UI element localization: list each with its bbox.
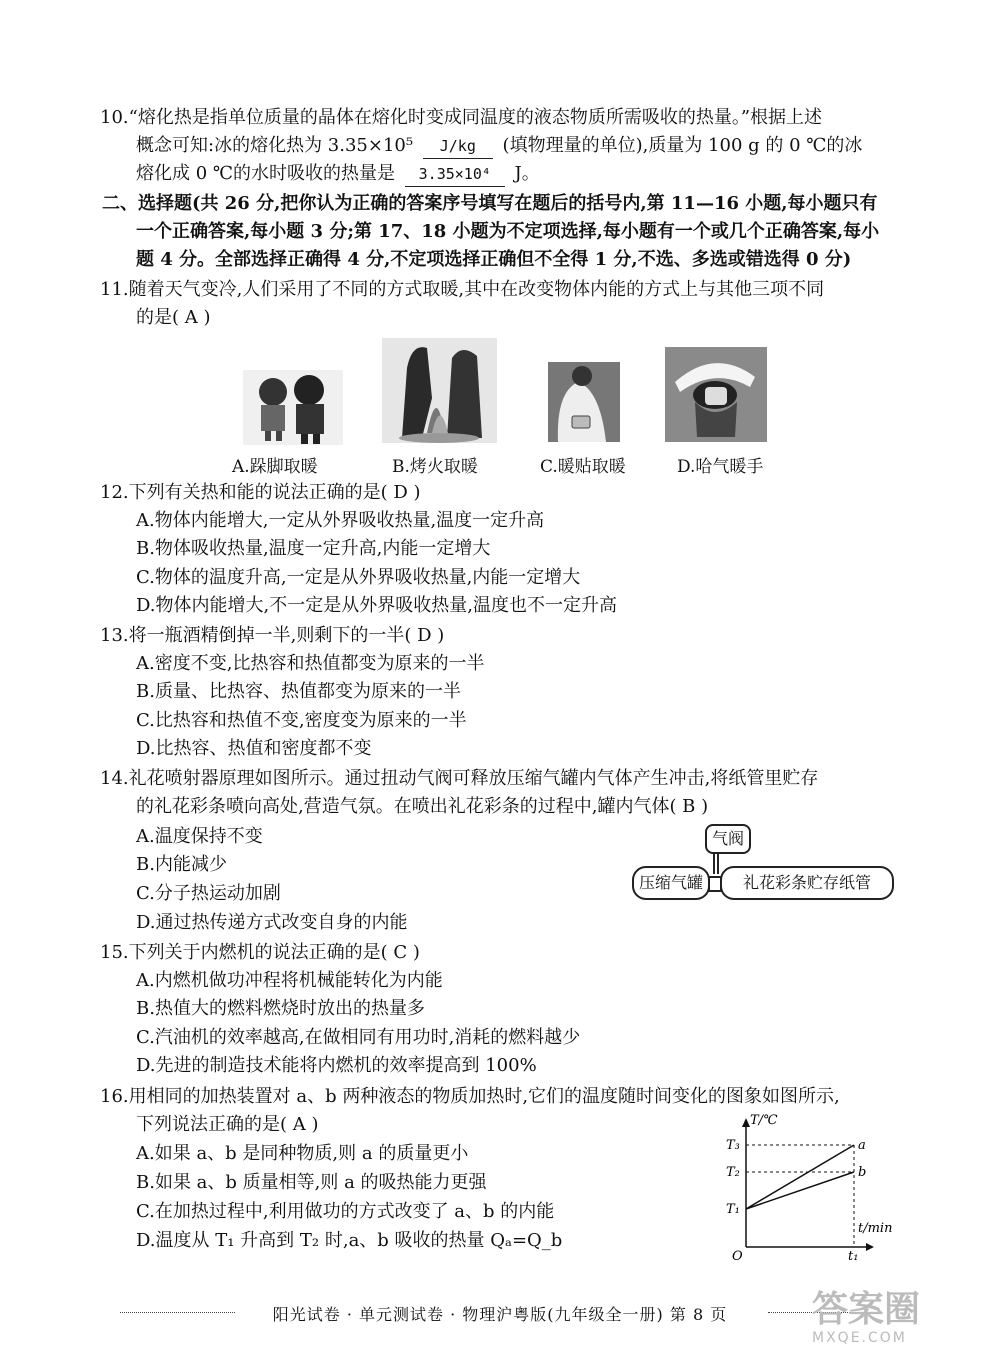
origin-label: O [732,1249,743,1262]
q14-line2: 的礼花彩条喷向高处,营造气氛。在喷出礼花彩条的过程中,罐内气体( B ) [136,796,709,817]
q14-option-a: A.温度保持不变 [136,826,263,847]
x-axis-label: t/min [858,1221,893,1236]
paper-tube-label: 礼花彩条贮存纸管 [720,866,894,900]
watermark-url: MXQE.COM [812,1330,907,1346]
q11-line1: 11.随着天气变冷,人们采用了不同的方式取暖,其中在改变物体内能的方式上与其他三项不同 [100,279,825,300]
q15-option-a: A.内燃机做功冲程将机械能转化为内能 [136,970,443,991]
q12-option-a: A.物体内能增大,一定从外界吸收热量,温度一定升高 [136,510,545,531]
q15-option-b: B.热值大的燃料燃烧时放出的热量多 [136,998,425,1019]
q13-option-a: A.密度不变,比热容和热值都变为原来的一半 [136,653,485,674]
heat-patch-image [548,362,620,442]
q16-line2: 下列说法正确的是( A ) [136,1114,319,1135]
t1-tick-label: t₁ [848,1249,859,1262]
q11-caption-c: C.暖贴取暖 [540,457,626,477]
page-footer: 阳光试卷 · 单元测试卷 · 物理沪粤版(九年级全一册) 第 8 页 [272,1305,728,1324]
q15-option-d: D.先进的制造技术能将内燃机的效率提高到 100% [136,1055,537,1076]
campfire-image [382,338,497,443]
q16-option-b: B.如果 a、b 质量相等,则 a 的吸热能力更强 [136,1172,487,1193]
q13-option-b: B.质量、比热容、热值都变为原来的一半 [136,681,461,702]
q14-option-b: B.内能减少 [136,854,227,875]
q10-line2-post: (填物理量的单位),质量为 100 g 的 0 ℃的冰 [502,135,863,156]
q12-stem: 12.下列有关热和能的说法正确的是( D ) [100,482,421,503]
q13-option-c: C.比热容和热值不变,密度变为原来的一半 [136,710,467,731]
x-axis-arrow [866,1243,874,1251]
q16-option-d: D.温度从 T₁ 升高到 T₂ 时,a、b 吸收的热量 Qₐ=Q_b [136,1230,563,1251]
T2-tick-label: T₂ [726,1165,740,1180]
q11-caption-b: B.烤火取暖 [392,457,478,477]
temperature-time-graph [726,1112,906,1262]
q10-line2-pre: 概念可知:冰的熔化热为 3.35×10⁵ [136,135,414,156]
section2-line1: 二、选择题(共 26 分,把你认为正确的答案序号填写在题后的括号内,第 11—16 小题,每小题只有 [102,193,878,214]
q14-option-c: C.分子热运动加剧 [136,883,281,904]
stomping-feet-image [243,370,343,445]
q10-line3-post: J。 [514,163,540,184]
q10-line3-pre: 熔化成 0 ℃的水时吸收的热量是 [136,163,396,184]
q12-option-d: D.物体内能增大,不一定是从外界吸收热量,温度也不一定升高 [136,595,617,616]
q14-option-d: D.通过热传递方式改变自身的内能 [136,912,408,933]
q10-line3 [136,162,540,187]
gas-tank-label: 压缩气罐 [632,866,710,900]
line-a-label: a [858,1138,866,1153]
section2-line3: 题 4 分。全部选择正确得 4 分,不定项选择正确但不全得 1 分,不选、多选或错选得 0 分) [136,249,852,270]
q13-option-d: D.比热容、热值和密度都不变 [136,738,372,759]
q16-line1: 16.用相同的加热装置对 a、b 两种液态的物质加热时,它们的温度随时间变化的图象如图所示, [100,1086,840,1107]
q10-answer-heat: 3.35×10⁴ [405,162,505,187]
q12-option-b: B.物体吸收热量,温度一定升高,内能一定增大 [136,538,491,559]
watermark-logo: 答案圈 [812,1289,921,1330]
q11-line2: 的是( A ) [136,307,211,328]
q16-option-a: A.如果 a、b 是同种物质,则 a 的质量更小 [136,1143,469,1164]
watermark [812,1290,992,1360]
breath-warming-hands-image [665,347,767,442]
q14-line1: 14.礼花喷射器原理如图所示。通过扭动气阀可释放压缩气罐内气体产生冲击,将纸管里贮存 [100,768,819,789]
q15-stem: 15.下列关于内燃机的说法正确的是( C ) [100,942,420,963]
q11-caption-d: D.哈气暖手 [677,457,764,477]
q13-stem: 13.将一瓶酒精倒掉一半,则剩下的一半( D ) [100,625,445,646]
valve-label: 气阀 [705,824,751,854]
q16-option-c: C.在加热过程中,利用做功的方式改变了 a、b 的内能 [136,1201,555,1222]
q10-line1: 10.“熔化热是指单位质量的晶体在熔化时变成同温度的液态物质所需吸收的热量。”根据上述 [100,107,823,128]
q10-answer-unit: J/kg [423,134,493,159]
line-b-label: b [858,1165,867,1180]
q10-line2 [136,134,862,159]
section2-line2: 一个正确答案,每小题 3 分;第 17、18 小题为不定项选择,每小题有一个或几个正确答案,每小 [136,221,880,242]
T3-tick-label: T₃ [726,1138,740,1153]
q11-caption-a: A.跺脚取暖 [232,457,318,477]
q12-option-c: C.物体的温度升高,一定是从外界吸收热量,内能一定增大 [136,567,581,588]
y-axis-arrow [742,1118,750,1127]
y-axis-label: T/℃ [750,1113,778,1128]
T1-tick-label: T₁ [726,1202,740,1217]
q15-option-c: C.汽油机的效率越高,在做相同有用功时,消耗的燃料越少 [136,1027,581,1048]
